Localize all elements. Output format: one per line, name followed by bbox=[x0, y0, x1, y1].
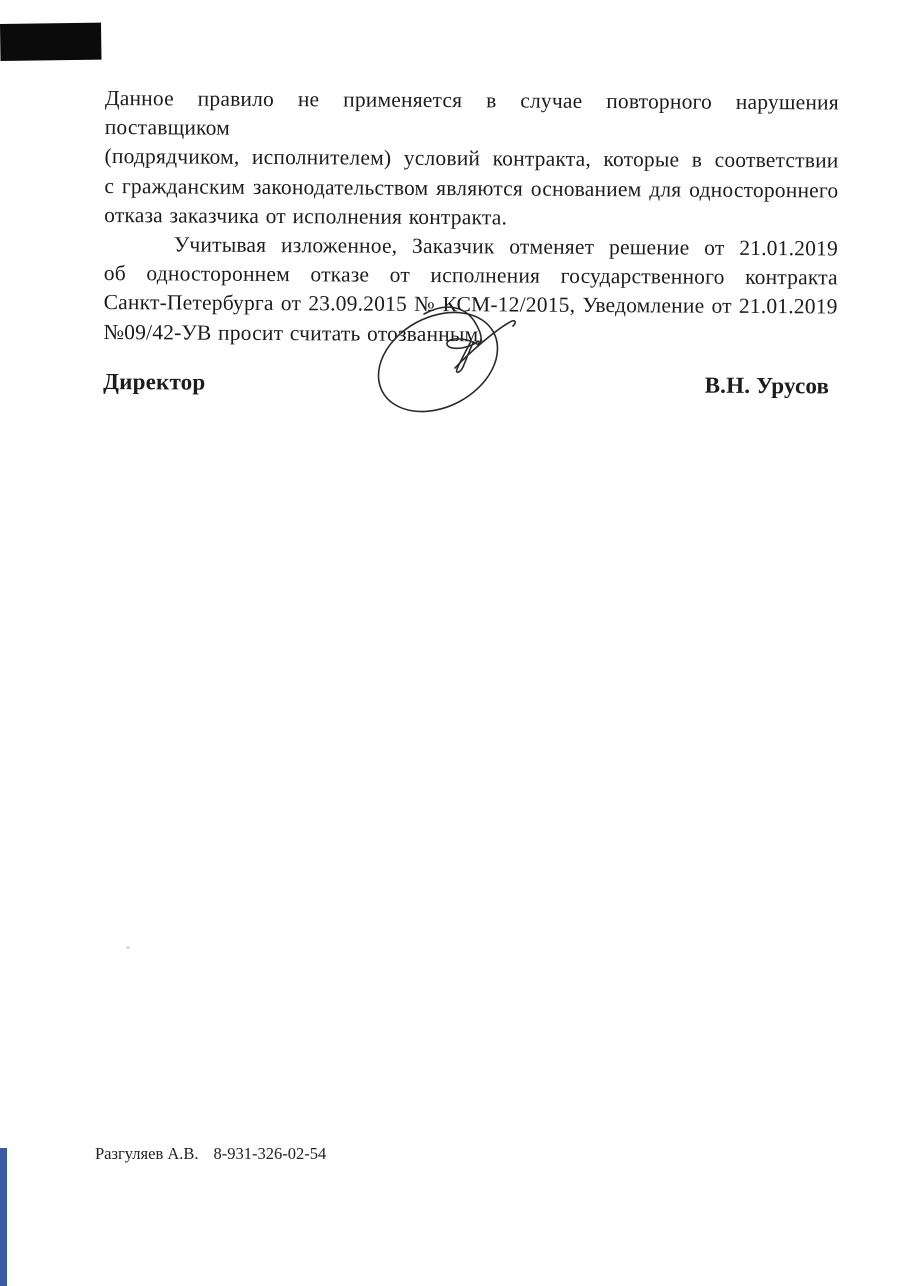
paragraph-line: (подрядчиком, исполнителем) условий контракта, которые в соответствии bbox=[104, 144, 839, 173]
paragraph-line: об одностороннем отказе от исполнения государственного контракта bbox=[103, 261, 838, 290]
scan-speck bbox=[126, 946, 130, 949]
paragraph-line: отказа заказчика от исполнения контракта. bbox=[104, 202, 508, 230]
paragraph-line: Учитывая изложенное, Заказчик отменяет решение от 21.01.2019 bbox=[173, 232, 839, 261]
signatory-name: В.Н. Урусов bbox=[704, 372, 830, 399]
scan-corner-mark bbox=[0, 23, 102, 61]
signature-tail-stroke bbox=[455, 321, 515, 368]
executor-name: Разгуляев А.В. bbox=[95, 1144, 199, 1163]
handwritten-signature bbox=[358, 298, 528, 423]
paragraph-line: с гражданским законодательством являются основанием для одностороннего bbox=[104, 173, 839, 203]
paragraph-line: Данное правило не применяется в случае повторного нарушения поставщиком bbox=[104, 85, 839, 140]
signature-loop-stroke bbox=[447, 339, 479, 348]
executor-phone: 8-931-326-02-54 bbox=[213, 1144, 327, 1163]
paragraph-1 bbox=[104, 84, 839, 234]
footer-contact bbox=[95, 1144, 326, 1164]
signatory-title: Директор bbox=[103, 368, 206, 395]
signature-oval-stroke bbox=[361, 298, 515, 423]
paragraph-line: Санкт-Петербурга от 23.09.2015 № КСМ-12/2015, Уведомление от 21.01.2019 bbox=[103, 290, 838, 319]
scan-edge-stripe bbox=[0, 1148, 7, 1286]
paragraph-line: №09/42-УВ просит считать отозванным. bbox=[103, 319, 485, 346]
